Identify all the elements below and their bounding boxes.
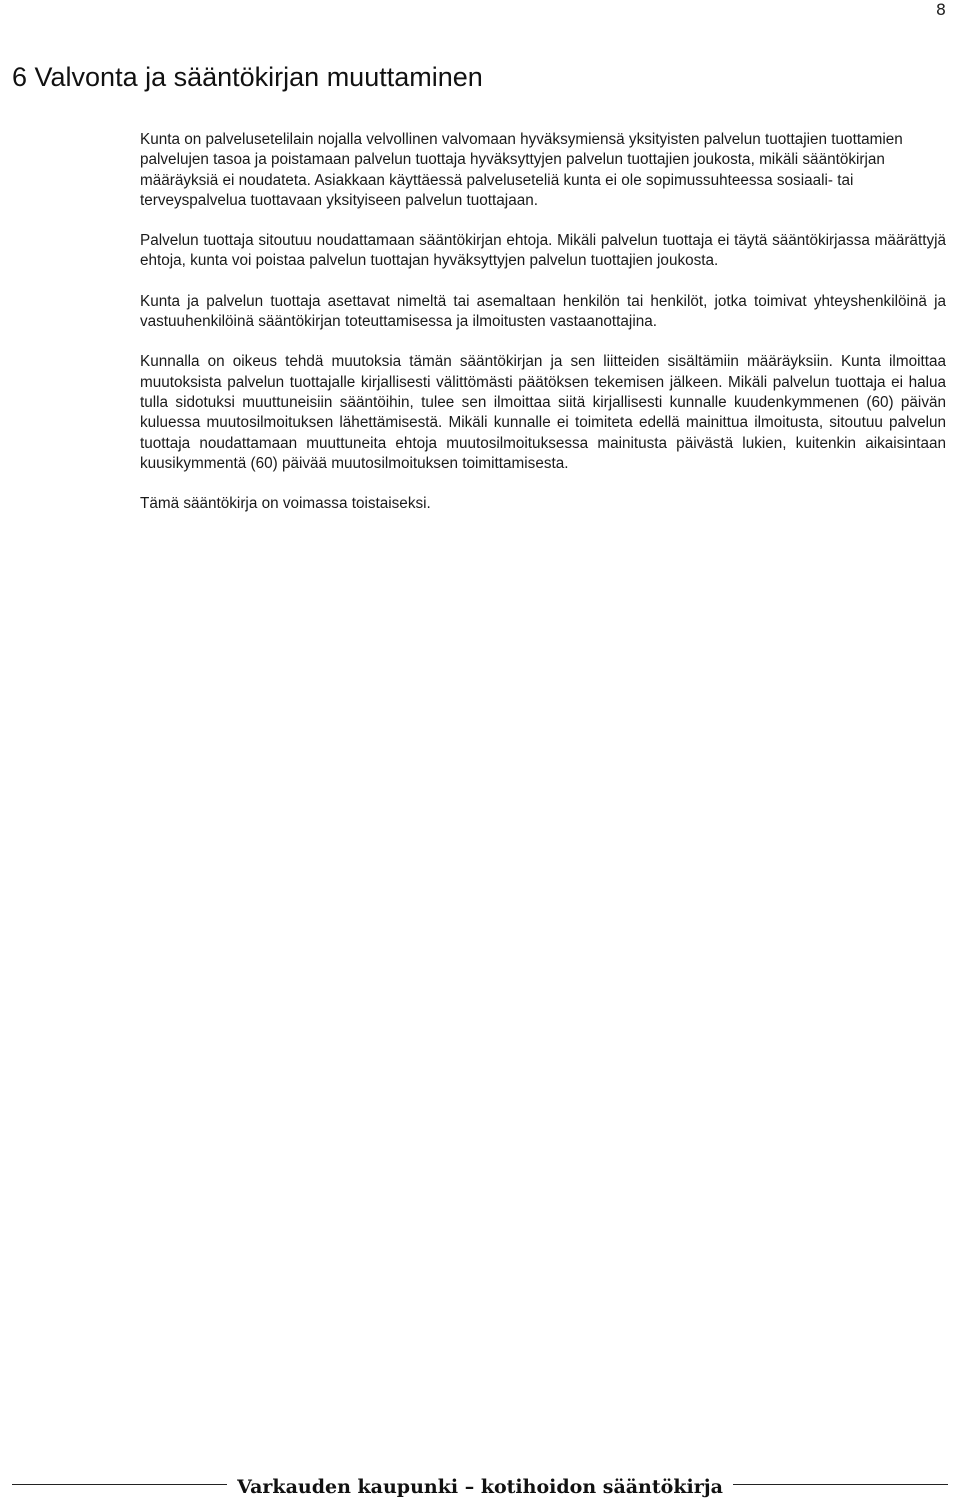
paragraph-supervision: Kunta on palvelusetelilain nojalla velvollinen valvomaan hyväksymiensä yksityisten palvelun tuottajien tuottamien palvelujen tasoa ja poistamaan palvelun tuottaja hyväksyttyjen palvelun tuottajien joukosta, mikäli sääntökirjan määräyksiä ei noudateta. Asiakkaan käyttäessä palveluseteliä kunta ei ole sopimussuhteessa sosiaali- tai terveyspalvelua tuottavaan yksityiseen palvelun tuottajaan.	[140, 131, 903, 209]
paragraph-provider-commitment: Palvelun tuottaja sitoutuu noudattamaan sääntökirjan ehtoja. Mikäli palvelun tuottaja ei täytä sääntökirjassa määrättyjä ehtoja, kunta voi poistaa palvelun tuottajan hyväksyttyjen palvelun tuottajien joukosta.	[140, 232, 946, 270]
document-body	[140, 130, 946, 534]
page-number: 8	[935, 0, 946, 19]
footer	[0, 1472, 960, 1502]
paragraph-contact-persons: Kunta ja palvelun tuottaja asettavat nimeltä tai asemaltaan henkilön tai henkilöt, jotka toimivat yhteyshenkilöinä ja vastuuhenkilöinä sääntökirjan toteuttamisessa ja ilmoitusten vastaanottajina.	[140, 292, 946, 331]
paragraph-validity: Tämä sääntökirja on voimassa toistaiseksi.	[140, 495, 431, 513]
paragraph-rule-changes: Kunnalla on oikeus tehdä muutoksia tämän sääntökirjan ja sen liitteiden sisältämiin määräyksiin. Kunta ilmoittaa muutoksista palvelun tuottajalle kirjallisesti välittömästi päätöksen tekemisen jälkeen. Mikäli palvelun tuottaja ei halua tulla sidotuksi muuttuneisiin sääntöihin, tulee sen ilmoittaa siitä kirjallisesti kunnalle kuudenkymmenen (60) päivän kuluessa muutosilmoituksen lähettämisestä. Mikäli kunnalle ei toimiteta edellä mainittua ilmoitusta, sitoutuu palvelun tuottaja noudattamaan muuttuneita ehtoja muutosilmoituksessa mainitusta päivästä lukien, kuitenkin aikaisintaan kuusikymmentä (60) päivää muutosilmoituksen toimittamisesta.	[140, 353, 946, 472]
section-heading: 6 Valvonta ja sääntökirjan muuttaminen	[12, 62, 483, 92]
footer-title: Varkauden kaupunki – kotihoidon sääntökirja	[227, 1476, 733, 1498]
